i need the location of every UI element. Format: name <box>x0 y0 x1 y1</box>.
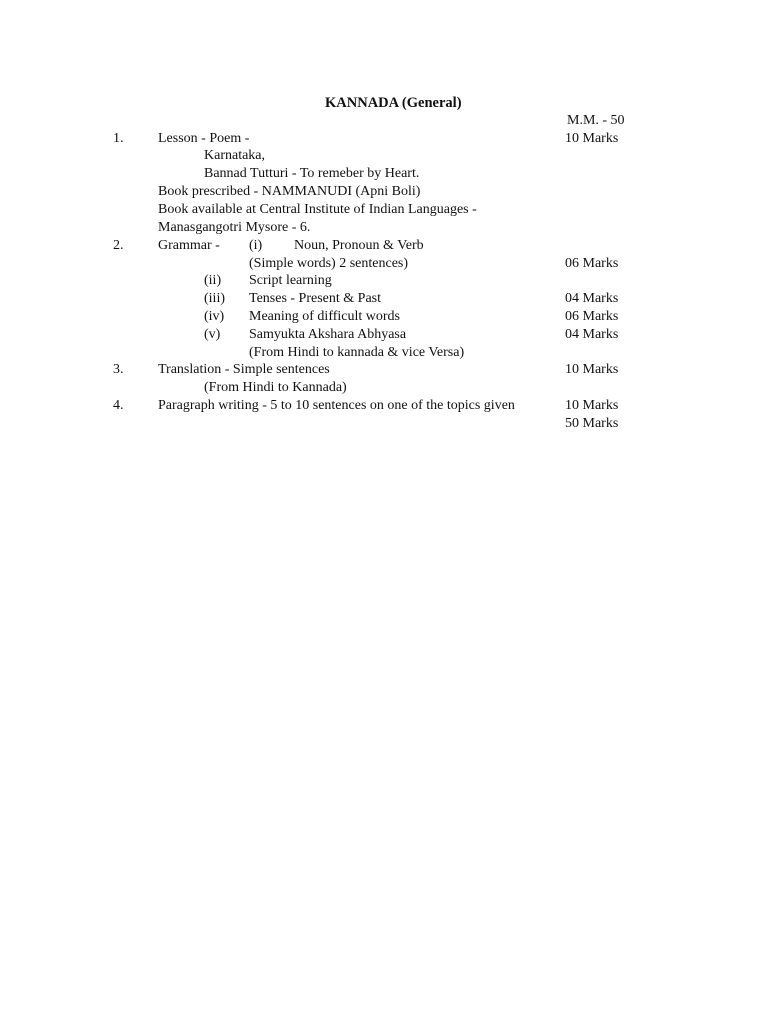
item-3-number: 3. <box>113 362 124 377</box>
item-3-line-1: (From Hindi to Kannada) <box>204 380 347 395</box>
item-2-subitem-4-text: Meaning of difficult words <box>249 309 400 324</box>
item-2-number: 2. <box>113 238 124 253</box>
item-1-line-4: Book available at Central Institute of Indian Languages - <box>158 202 477 217</box>
item-2-subitem-3-marks: 04 Marks <box>565 291 619 306</box>
item-3-heading: Translation - Simple sentences <box>158 362 330 377</box>
item-1-number: 1. <box>113 131 124 146</box>
item-2-subitem-1-continuation: (Simple words) 2 sentences) <box>249 256 409 271</box>
item-2-subitem-4-marks: 06 Marks <box>565 309 619 324</box>
item-2-subitem-3-roman: (iii) <box>204 291 225 306</box>
item-2-subitem-1-roman: (i) <box>249 238 263 253</box>
item-1-heading: Lesson - Poem - <box>158 131 250 146</box>
item-4-heading: Paragraph writing - 5 to 10 sentences on one of the topics given <box>158 398 515 413</box>
item-2-subitem-2-roman: (ii) <box>204 273 222 288</box>
item-2-subitem-4-roman: (iv) <box>204 309 225 324</box>
item-4-number: 4. <box>113 398 124 413</box>
document-title: KANNADA (General) <box>325 95 462 111</box>
item-1-line-1: Karnataka, <box>204 148 266 163</box>
item-2-subitem-5-marks: 04 Marks <box>565 327 619 342</box>
item-1-line-3: Book prescribed - NAMMANUDI (Apni Boli) <box>158 184 421 199</box>
item-2-heading: Grammar - <box>158 238 220 253</box>
max-marks: M.M. - 50 <box>567 113 625 128</box>
total-marks: 50 Marks <box>565 416 619 431</box>
item-2-subitem-1-marks: 06 Marks <box>565 256 619 271</box>
item-2-subitem-5-roman: (v) <box>204 327 221 342</box>
item-1-line-5: Manasgangotri Mysore - 6. <box>158 220 311 235</box>
item-2-subitem-3-text: Tenses - Present & Past <box>249 291 382 306</box>
item-2-subitem-2-text: Script learning <box>249 273 332 288</box>
item-1-marks: 10 Marks <box>565 131 619 146</box>
item-1-line-2: Bannad Tutturi - To remeber by Heart. <box>204 166 420 181</box>
item-4-marks: 10 Marks <box>565 398 619 413</box>
item-3-marks: 10 Marks <box>565 362 619 377</box>
item-2-subitem-5-text: Samyukta Akshara Abhyasa <box>249 327 407 342</box>
item-2-subitem-5-continuation: (From Hindi to kannada & vice Versa) <box>249 345 465 360</box>
item-2-subitem-1-text: Noun, Pronoun & Verb <box>294 238 424 253</box>
